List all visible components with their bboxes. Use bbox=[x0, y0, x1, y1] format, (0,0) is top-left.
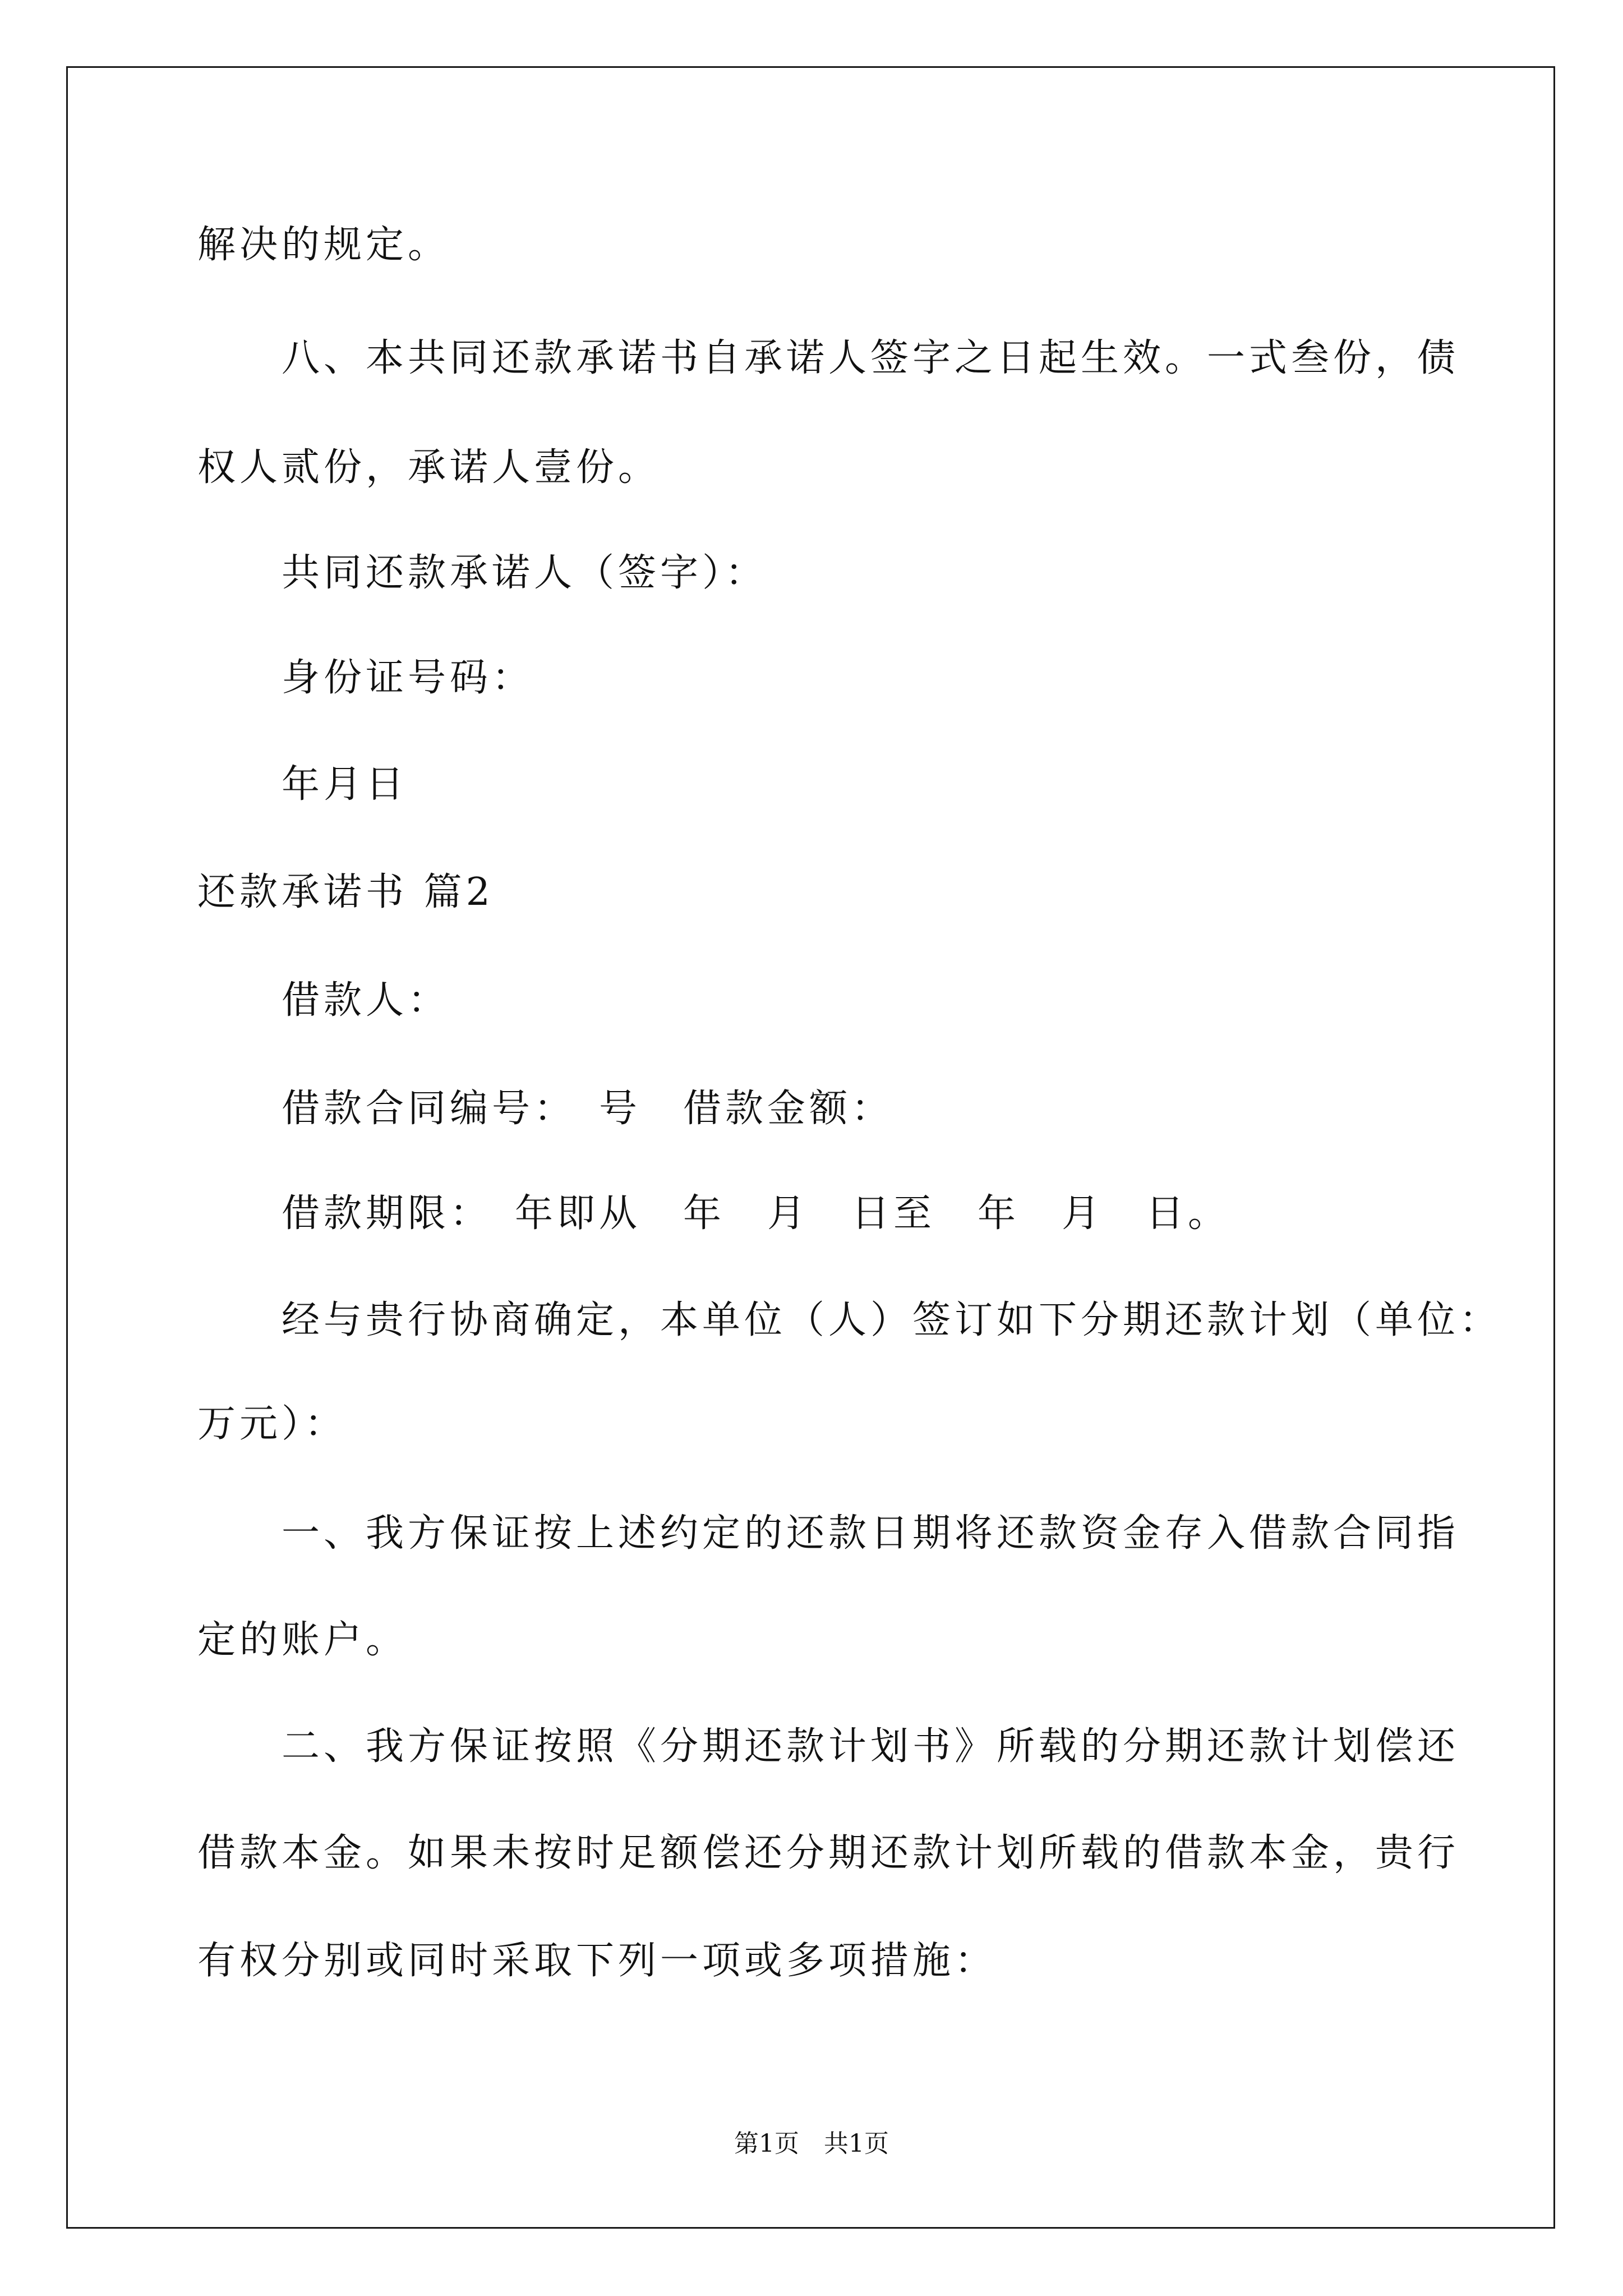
paragraph-line: 经与贵行协商确定，本单位（人）签订如下分期还款计划（单位： bbox=[282, 1298, 1502, 1342]
paragraph-line: 借款合同编号： 号 借款金额： bbox=[282, 1087, 894, 1131]
page-border bbox=[66, 66, 1555, 2229]
paragraph-line: 借款人： bbox=[282, 978, 450, 1023]
paragraph-line: 解决的规定。 bbox=[197, 223, 450, 267]
paragraph-line: 借款本金。如果未按时足额偿还分期还款计划所载的借款本金，贵行 bbox=[197, 1831, 1460, 1875]
paragraph-line: 二、我方保证按照《分期还款计划书》所载的分期还款计划偿还 bbox=[282, 1724, 1460, 1769]
paragraph-line: 有权分别或同时采取下列一项或多项措施： bbox=[197, 1939, 997, 1983]
section-heading: 还款承诺书 篇2 bbox=[197, 870, 494, 914]
paragraph-line: 权人贰份，承诺人壹份。 bbox=[197, 445, 661, 490]
paragraph-line: 身份证号码： bbox=[282, 656, 534, 700]
paragraph-line: 定的账户。 bbox=[197, 1618, 408, 1662]
paragraph-line: 借款期限： 年即从 年 月 日至 年 月 日。 bbox=[282, 1191, 1230, 1236]
paragraph-line: 共同还款承诺人（签字）： bbox=[282, 551, 768, 595]
paragraph-line: 年月日 bbox=[282, 762, 408, 807]
paragraph-line: 一、我方保证按上述约定的还款日期将还款资金存入借款合同指 bbox=[282, 1511, 1460, 1556]
paragraph-line: 八、本共同还款承诺书自承诺人签字之日起生效。一式叁份，债 bbox=[282, 336, 1460, 380]
page-number-footer: 第1页 共1页 bbox=[734, 2129, 889, 2158]
paragraph-line: 万元）： bbox=[197, 1402, 347, 1446]
